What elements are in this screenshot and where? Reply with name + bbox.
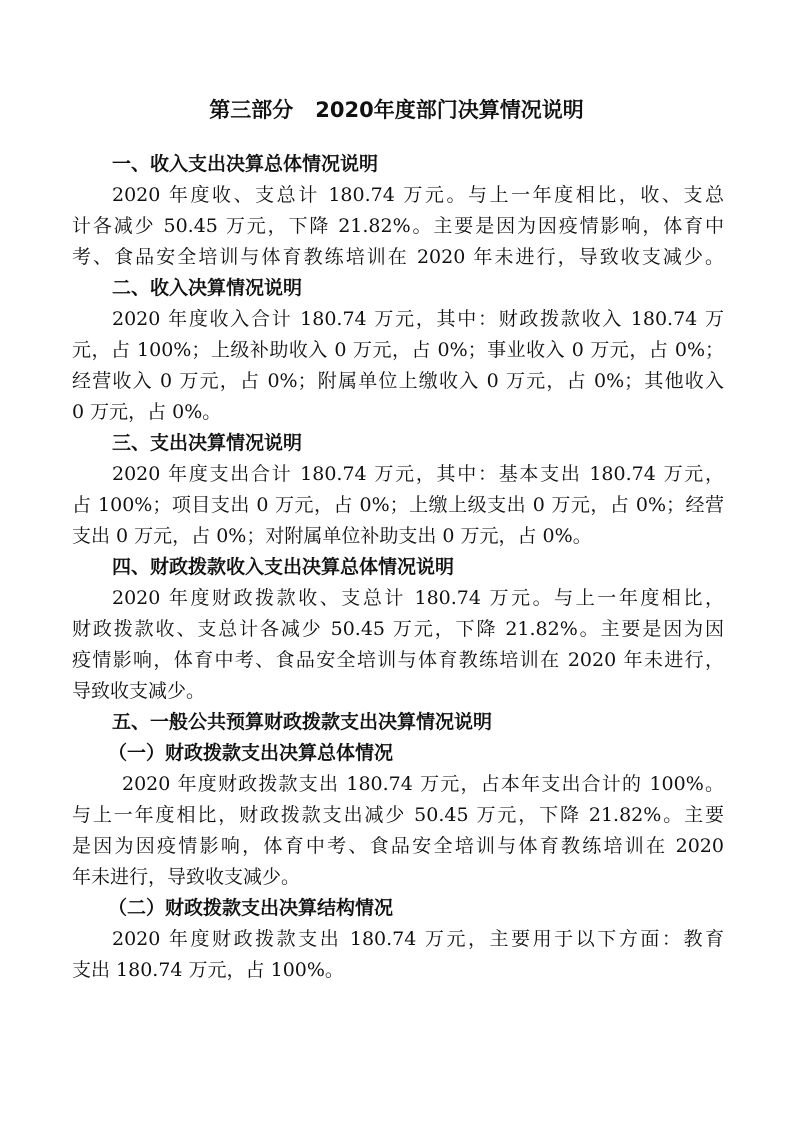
title-text: 2020年度部门决算情况说明 [315,98,584,122]
paragraph-line: 支出 0 万元，占 0%；对附属单位补助支出 0 万元，占 0%。 [72,525,592,547]
paragraph-line: 元，占 100%；上级补助收入 0 万元，占 0%；事业收入 0 万元，占 0%； [72,339,724,361]
paragraph-line: 计各减少 50.45 万元，下降 21.82%。主要是因为因疫情影响，体育中 [72,215,724,237]
paragraph-line: 考、食品安全培训与体育教练培训在 2020 年未进行，导致收支减少。 [72,246,724,268]
paragraph-line: 疫情影响，体育中考、食品安全培训与体育教练培训在 2020 年未进行， [72,649,724,671]
paragraph-line: 0 万元，占 0%。 [72,401,222,423]
section-heading: 三、支出决算情况说明 [112,432,303,454]
paragraph-line: 导致收支减少。 [72,680,206,702]
paragraph-line: 与上一年度相比，财政拨款支出减少 50.45 万元，下降 21.82%。主要 [72,804,724,826]
paragraph-line: 支出 180.74 万元，占 100%。 [72,959,344,981]
paragraph-line: 2020 年度财政拨款支出 180.74 万元，主要用于以下方面：教育 [112,928,724,950]
paragraph-line: 2020 年度收、支总计 180.74 万元。与上一年度相比，收、支总 [112,184,724,206]
paragraph-line: 2020 年度收入合计 180.74 万元，其中：财政拨款收入 180.74 万 [112,308,724,330]
paragraph-line: 2020 年度财政拨款支出 180.74 万元，占本年支出合计的 100%。 [122,773,724,795]
section-heading: 一、收入支出决算总体情况说明 [112,153,379,175]
paragraph-line: 年未进行，导致收支减少。 [72,866,301,888]
page-title [0,92,793,128]
paragraph-line: 财政拨款收、支总计各减少 50.45 万元，下降 21.82%。主要是因为因 [72,618,724,640]
subsection-heading: （一）财政拨款支出决算总体情况 [108,742,394,764]
subsection-heading: （二）财政拨款支出决算结构情况 [108,897,394,919]
paragraph-line: 2020 年度财政拨款收、支总计 180.74 万元。与上一年度相比， [112,587,724,609]
paragraph-line: 2020 年度支出合计 180.74 万元，其中：基本支出 180.74 万元， [112,463,724,485]
title-part: 第三部分 [209,98,294,122]
paragraph-line: 是因为因疫情影响，体育中考、食品安全培训与体育教练培训在 2020 [72,835,724,857]
document-body [72,149,724,986]
section-heading: 四、财政拨款收入支出决算总体情况说明 [112,556,455,578]
paragraph-line: 占 100%；项目支出 0 万元，占 0%；上缴上级支出 0 万元，占 0%；经营 [72,494,724,516]
paragraph-line: 经营收入 0 万元，占 0%；附属单位上缴收入 0 万元，占 0%；其他收入 [72,370,724,392]
section-heading: 五、一般公共预算财政拨款支出决算情况说明 [112,711,493,733]
section-heading: 二、收入决算情况说明 [112,277,303,299]
